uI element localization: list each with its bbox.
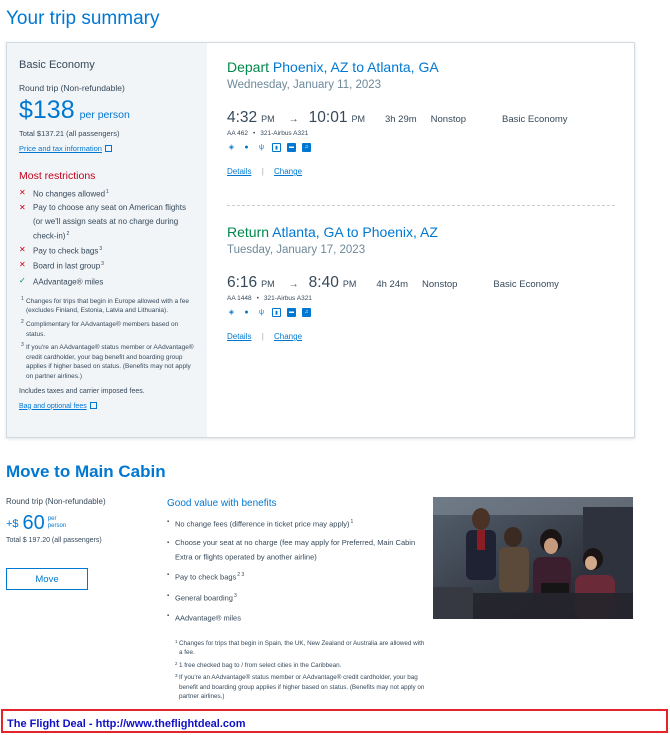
bullet-icon: • bbox=[252, 130, 256, 137]
departure-ampm: PM bbox=[261, 279, 275, 289]
upsell-per-person: per person bbox=[47, 516, 67, 529]
change-link[interactable]: Change bbox=[274, 167, 303, 176]
segment-route: Atlanta, GA to Phoenix, AZ bbox=[272, 224, 438, 240]
flight-number: AA 1448 bbox=[227, 295, 252, 302]
flight-segments bbox=[227, 43, 617, 437]
entertainment-icon: ♫ bbox=[302, 143, 311, 152]
power-outlet-icon: ● bbox=[244, 144, 249, 151]
arrival-ampm: PM bbox=[351, 114, 365, 124]
segment-links bbox=[227, 167, 617, 176]
link-separator: | bbox=[261, 332, 264, 341]
segment-depart bbox=[227, 59, 617, 176]
trip-summary-card bbox=[6, 42, 635, 438]
x-icon: ✕ bbox=[19, 188, 26, 197]
benefit-footnotes bbox=[167, 639, 427, 702]
page-title: Your trip summary bbox=[6, 8, 160, 29]
segment-route: Phoenix, AZ to Atlanta, GA bbox=[272, 59, 439, 75]
details-link[interactable]: Details bbox=[227, 332, 252, 341]
segment-return bbox=[227, 224, 617, 341]
segment-links bbox=[227, 332, 617, 341]
upsell-price-row bbox=[6, 512, 156, 535]
price-tax-info-link[interactable] bbox=[19, 144, 112, 153]
upsell-title: Move to Main Cabin bbox=[6, 462, 166, 481]
benefit-item: ▪ General boarding$^3$ bbox=[167, 590, 427, 605]
segment-title bbox=[227, 59, 617, 75]
arrow-right-icon: → bbox=[288, 114, 299, 125]
streaming-tv-icon: ▬ bbox=[289, 144, 294, 150]
arrival-time: 10:01 bbox=[308, 109, 348, 126]
x-icon: ✕ bbox=[19, 260, 26, 270]
external-window-icon bbox=[90, 402, 97, 409]
link-separator: | bbox=[261, 167, 264, 176]
footnote: 3 If you're an AAdvantage® status member or AAdvantage® credit cardholder, your bag benefit and boarding group applies if higher based on status. (Benefits may not apply on partner airlines.) bbox=[175, 673, 425, 700]
footnote: 2 Complimentary for AAdvantage® members based on status. bbox=[21, 318, 179, 338]
segment-divider bbox=[227, 205, 615, 206]
bag-fees-label: Bag and optional fees bbox=[19, 402, 87, 410]
restriction-item: ✕ No changes allowed$^1$ bbox=[19, 188, 109, 199]
bag-fees-link[interactable] bbox=[19, 401, 97, 410]
change-link[interactable]: Change bbox=[274, 332, 303, 341]
footer-text: The Flight Deal - http://www.theflightdeal.com bbox=[7, 718, 246, 730]
aircraft-type: 321-Airbus A321 bbox=[260, 130, 309, 137]
duration: 3h 29m bbox=[384, 114, 417, 125]
price-tax-info-label: Price and tax information bbox=[19, 144, 102, 153]
fare-name: Basic Economy bbox=[19, 59, 95, 71]
restriction-item: ✕ Pay to choose any seat on American flights (or we'll assign seats at no charge during check-in)$^2$ bbox=[19, 203, 186, 241]
flight-number-row bbox=[227, 130, 617, 137]
upsell-benefits bbox=[167, 498, 427, 705]
phone-icon: ▮ bbox=[272, 308, 281, 317]
upsell-plus-sign: +$ bbox=[6, 518, 19, 530]
streaming-tv-icon: ▬ bbox=[289, 309, 294, 315]
taxes-note: Includes taxes and carrier imposed fees. bbox=[19, 387, 145, 395]
amenities bbox=[227, 143, 617, 152]
details-link[interactable]: Details bbox=[227, 167, 252, 176]
bullet-icon: • bbox=[256, 295, 259, 302]
aircraft-type: 321-Airbus A321 bbox=[263, 295, 312, 302]
cabin-class: Basic Economy bbox=[493, 279, 559, 290]
footnote: 1 Changes for trips that begin in Europe allowed with a fee (excludes Finland, Estonia, Latvia and Lithuania). bbox=[21, 295, 189, 315]
departure-time: 6:16 bbox=[227, 274, 258, 291]
upsell-price-panel bbox=[6, 497, 156, 544]
benefits-list bbox=[167, 516, 427, 625]
upsell-total: Total $ 197.20 (all passengers) bbox=[6, 537, 102, 544]
footnote: 1 Changes for trips that begin in Spain, the UK, New Zealand or Australia are allowed with a fee. bbox=[175, 638, 425, 656]
arrival-time: 8:40 bbox=[308, 274, 339, 291]
upsell-price: 60 bbox=[22, 512, 45, 534]
usb-icon: ψ bbox=[259, 309, 264, 316]
move-button[interactable]: Move bbox=[6, 568, 88, 590]
segment-times bbox=[227, 109, 617, 127]
restriction-item: ✕ Pay to check bags$^3$ bbox=[19, 245, 103, 256]
footnote: 3 If you're an AAdvantage® status member or AAdvantage® credit cardholder, your bag benefit and boarding group applies if higher based on status. (Benefits may not apply on partner airlines.) bbox=[21, 342, 194, 380]
power-outlet-icon: ● bbox=[244, 309, 249, 316]
phone-icon: ▮ bbox=[272, 143, 281, 152]
benefits-title: Good value with benefits bbox=[167, 498, 277, 509]
benefit-item: ▪ AAdvantage® miles bbox=[167, 610, 427, 625]
benefit-item: ▪ Choose your seat at no charge (fee may apply for Preferred, Main Cabin Extra or flights operated by another airline) bbox=[167, 537, 427, 564]
duration: 4h 24m bbox=[376, 279, 409, 290]
footer-banner bbox=[1, 709, 668, 733]
per-person-label: per person bbox=[79, 109, 130, 121]
flight-number: AA 462 bbox=[227, 130, 248, 137]
segment-date: Wednesday, January 11, 2023 bbox=[227, 79, 382, 91]
x-icon: ✕ bbox=[19, 203, 26, 213]
stops: Nonstop bbox=[422, 279, 458, 290]
departure-time: 4:32 bbox=[227, 109, 258, 126]
cabin-passengers-photo bbox=[433, 497, 633, 619]
upsell-trip-type: Round trip (Non-refundable) bbox=[6, 497, 106, 506]
amenities bbox=[227, 308, 617, 317]
price-row bbox=[19, 96, 195, 125]
segment-date: Tuesday, January 17, 2023 bbox=[227, 244, 366, 256]
benefit-item: ▪ Pay to check bags$^{2 3}$ bbox=[167, 569, 427, 584]
fare-summary-panel bbox=[7, 43, 207, 437]
wifi-icon: ◈ bbox=[228, 309, 235, 316]
segment-direction: Return bbox=[227, 224, 270, 240]
entertainment-icon: ♫ bbox=[302, 308, 311, 317]
price-amount: $138 bbox=[19, 96, 75, 124]
restrictions-list bbox=[19, 186, 195, 289]
usb-icon: ψ bbox=[259, 144, 264, 151]
wifi-icon: ◈ bbox=[228, 144, 235, 151]
stops: Nonstop bbox=[430, 114, 467, 125]
arrow-right-icon: → bbox=[288, 279, 299, 290]
cabin-photo-illustration bbox=[433, 497, 633, 619]
total-price: Total $137.21 (all passengers) bbox=[19, 129, 120, 138]
benefit-item: ▪ No change fees (difference in ticket price may apply)$^1$ bbox=[167, 516, 427, 531]
restriction-item: ✓ AAdvantage® miles bbox=[19, 275, 104, 287]
footnote: 2 1 free checked bag to / from select cities in the Caribbean. bbox=[175, 660, 342, 669]
restriction-footnotes bbox=[19, 297, 195, 382]
x-icon: ✕ bbox=[19, 245, 26, 255]
departure-ampm: PM bbox=[261, 114, 275, 124]
segment-title bbox=[227, 224, 617, 240]
cabin-class: Basic Economy bbox=[502, 114, 568, 125]
flight-number-row bbox=[227, 295, 617, 302]
segment-times bbox=[227, 274, 617, 292]
arrival-ampm: PM bbox=[342, 279, 357, 289]
segment-direction: Depart bbox=[227, 59, 270, 75]
checkmark-icon: ✓ bbox=[19, 275, 26, 285]
external-window-icon bbox=[105, 145, 112, 152]
restriction-item: ✕ Board in last group$^3$ bbox=[19, 260, 104, 272]
trip-type: Round trip (Non-refundable) bbox=[19, 83, 125, 93]
restrictions-title: Most restrictions bbox=[19, 170, 96, 182]
